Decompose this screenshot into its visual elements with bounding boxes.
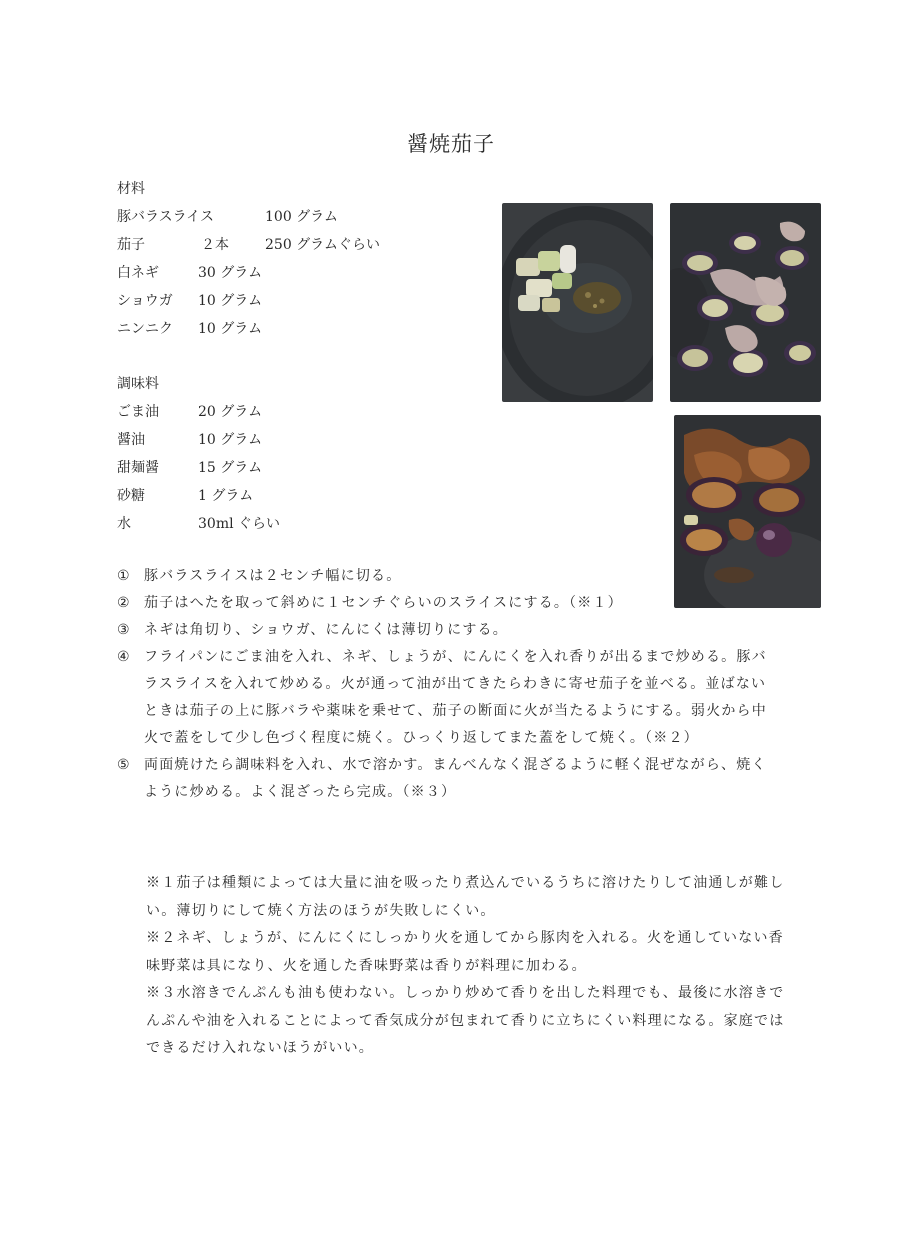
- seasoning-name: 砂糖: [117, 488, 145, 504]
- seasoning-amount: 1 グラム: [198, 488, 254, 504]
- ingredient-amount: 30 グラム: [198, 265, 263, 281]
- ingredient-name: ニンニク: [117, 321, 173, 337]
- photo-aromatics-in-pan: [502, 203, 653, 402]
- step-text: 両面焼けたら調味料を入れ、水で溶かす。まんべんなく混ざるように軽く混ぜながら、焼くように炒める。よく混ざったら完成。（※３）: [144, 757, 767, 800]
- step-item: [117, 644, 777, 752]
- note-item: ※３水溶きでんぷんも油も使わない。しっかり炒めて香りを出した料理でも、最後に水溶きでんぷんや油を入れることによって香気成分が包まれて香りに立ちにくい料理になる。家庭ではできるだけ入れないほうがいい。: [146, 985, 785, 1056]
- ingredient-qty: ２本: [201, 237, 229, 253]
- seasoning-row: [117, 426, 263, 454]
- steps-list: [117, 563, 777, 806]
- seasoning-section: [117, 370, 281, 538]
- recipe-title: 醤焼茄子: [407, 132, 495, 156]
- notes-section: [146, 870, 786, 1063]
- seasoning-name: 甜麺醤: [117, 460, 159, 476]
- seasoning-row: [117, 510, 281, 538]
- step-item: [117, 590, 777, 617]
- ingredient-amount: 250 グラムぐらい: [265, 237, 381, 253]
- seasoning-amount: 20 グラム: [198, 404, 263, 420]
- seasoning-row: [117, 482, 254, 510]
- step-number: ⑤: [117, 757, 130, 773]
- seasoning-heading: 調味料: [117, 376, 159, 392]
- seasoning-name: 水: [117, 516, 131, 532]
- step-number: ①: [117, 568, 130, 584]
- ingredient-amount: 100 グラム: [265, 209, 339, 225]
- seasoning-amount: 10 グラム: [198, 432, 263, 448]
- step-text: ネギは角切り、ショウガ、にんにくは薄切りにする。: [144, 622, 508, 638]
- seasoning-row: [117, 398, 263, 426]
- step-number: ②: [117, 595, 130, 611]
- step-text: 茄子はへたを取って斜めに１センチぐらいのスライスにする。（※１）: [144, 595, 623, 611]
- step-item: [117, 563, 777, 590]
- photo-aromatics-image: [502, 203, 653, 402]
- step-item: [117, 617, 777, 644]
- ingredient-name: 白ネギ: [117, 265, 159, 281]
- photo-pork-and-eggplant: [670, 203, 821, 402]
- ingredient-row: [117, 259, 263, 287]
- photo-pork-eggplant-image: [670, 203, 821, 402]
- ingredients-section: [117, 175, 381, 343]
- step-item: [117, 752, 777, 806]
- seasoning-amount: 30ml ぐらい: [198, 516, 281, 532]
- seasoning-name: 醤油: [117, 432, 145, 448]
- step-number: ④: [117, 649, 130, 665]
- ingredient-row: [117, 203, 339, 231]
- seasoning-row: [117, 454, 263, 482]
- ingredient-amount: 10 グラム: [198, 321, 263, 337]
- ingredient-row: [117, 315, 263, 343]
- step-number: ③: [117, 622, 130, 638]
- step-text: 豚バラスライスは２センチ幅に切る。: [144, 568, 402, 584]
- ingredient-name: 茄子: [117, 237, 145, 253]
- note-item: ※１茄子は種類によっては大量に油を吸ったり煮込んでいるうちに溶けたりして油通しが難しい。薄切りにして焼く方法のほうが失敗しにくい。: [146, 875, 785, 919]
- ingredient-name: 豚バラスライス: [117, 209, 215, 225]
- ingredient-name: ショウガ: [117, 293, 173, 309]
- note-item: ※２ネギ、しょうが、にんにくにしっかり火を通してから豚肉を入れる。火を通していない香味野菜は具になり、火を通した香味野菜は香りが料理に加わる。: [146, 930, 784, 974]
- ingredient-row: [117, 231, 381, 259]
- seasoning-amount: 15 グラム: [198, 460, 263, 476]
- step-text: フライパンにごま油を入れ、ネギ、しょうが、にんにくを入れ香りが出るまで炒める。豚バラスライスを入れて炒める。火が通って油が出てきたらわきに寄せ茄子を並べる。並ばないときは茄子の上に豚バラや薬味を乗せて、茄子の断面に火が当たるようにする。弱火から中火で蓋をして少し色づく程度に焼く。ひっくり返してまた蓋をして焼く。（※２）: [144, 649, 767, 746]
- seasoning-name: ごま油: [117, 404, 159, 420]
- ingredient-row: [117, 287, 263, 315]
- ingredients-heading: 材料: [117, 181, 145, 197]
- ingredient-amount: 10 グラム: [198, 293, 263, 309]
